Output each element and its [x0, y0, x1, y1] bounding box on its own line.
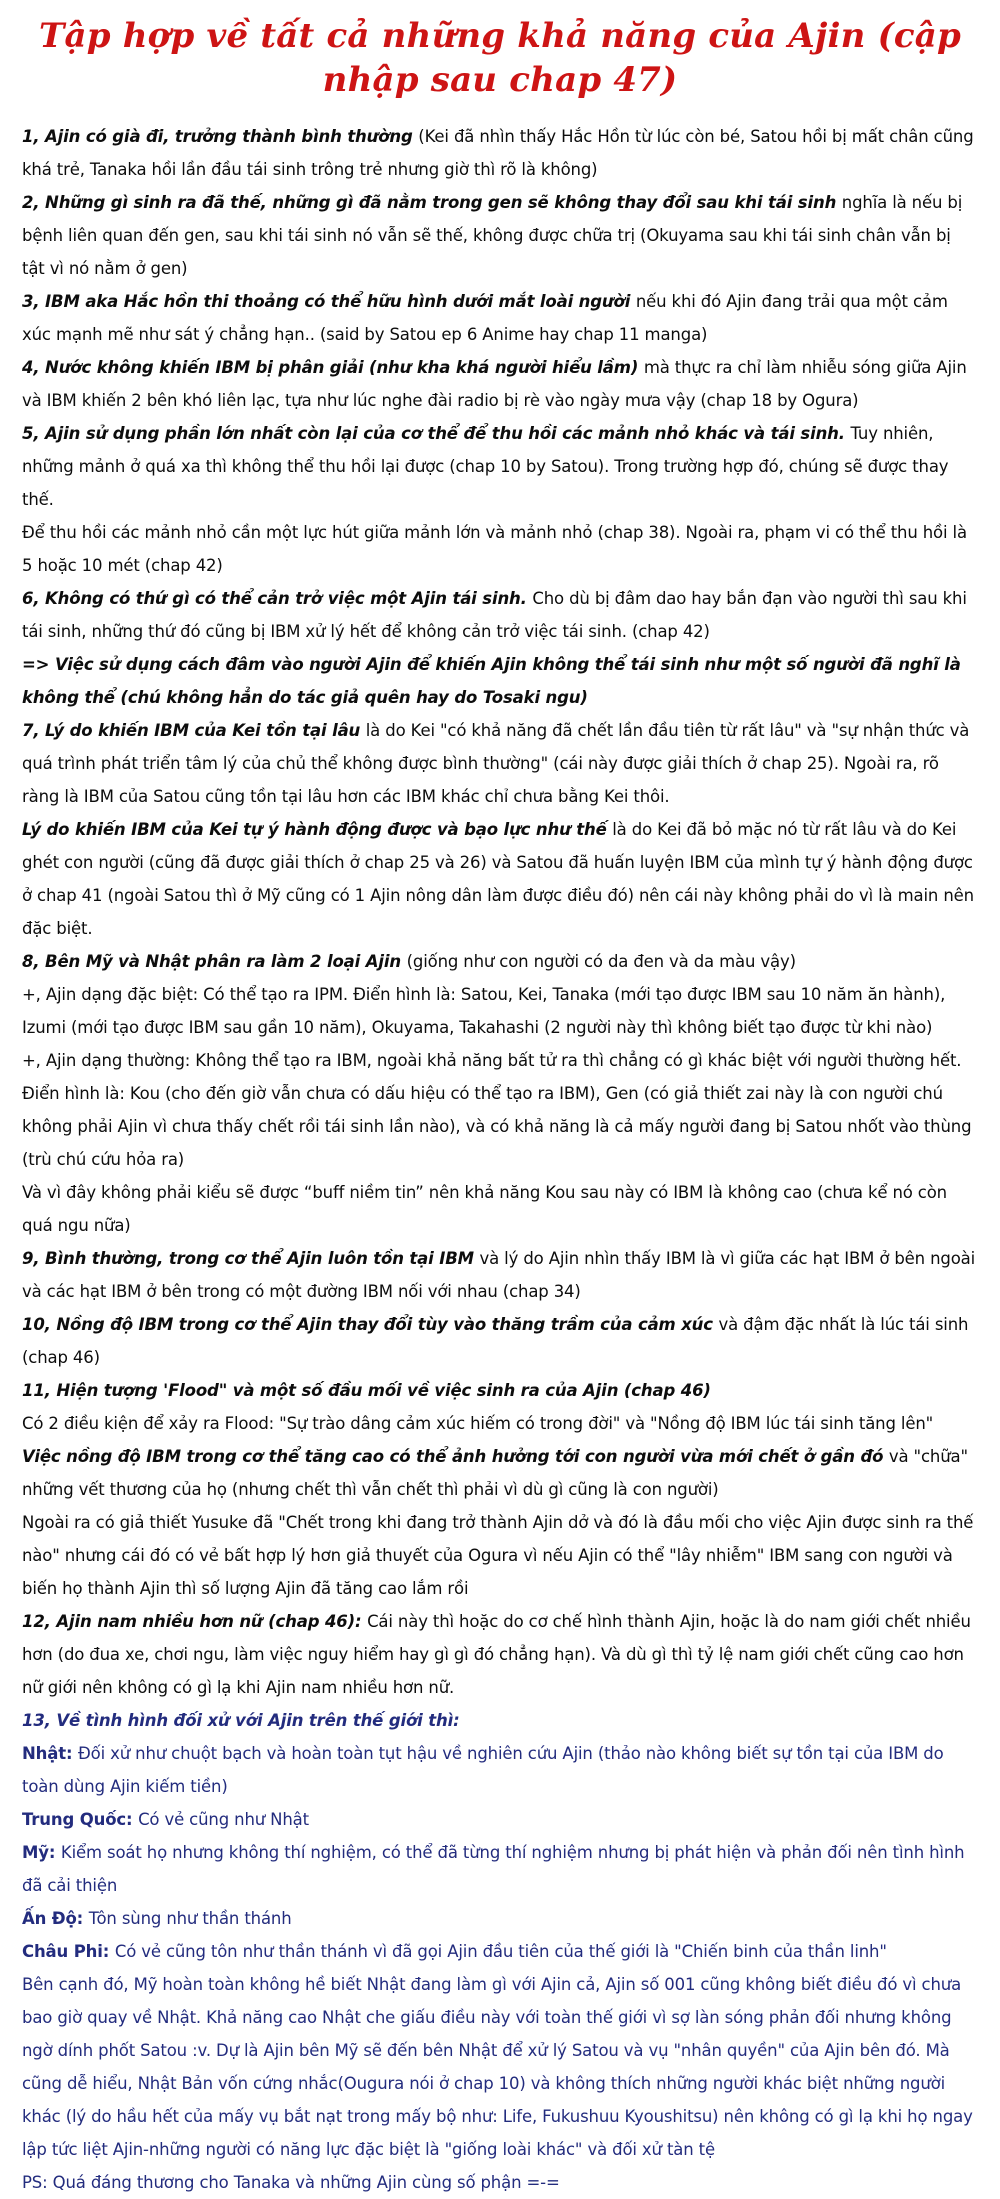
paragraph [22, 1440, 978, 1506]
paragraph-list [22, 120, 978, 2199]
paragraph [22, 1704, 978, 1737]
paragraph [22, 417, 978, 516]
paragraph-text: và đậm đặc nhất là lúc tái sinh (chap 46) [22, 1315, 969, 1367]
paragraph [22, 714, 978, 813]
paragraph [22, 2166, 978, 2199]
paragraph-lead: Mỹ: [22, 1843, 61, 1862]
paragraph [22, 1407, 978, 1440]
paragraph-text: PS: Quá đáng thương cho Tanaka và những Ajin cùng số phận =-= [22, 2173, 560, 2192]
paragraph [22, 1176, 978, 1242]
paragraph-lead: 6, Không có thứ gì có thể cản trở việc một Ajin tái sinh. [22, 589, 533, 608]
paragraph-text: Bên cạnh đó, Mỹ hoàn toàn không hề biết Nhật đang làm gì với Ajin cả, Ajin số 001 cũng không biết điều đó vì chưa bao giờ quay về Nhật. Khả năng cao Nhật che giấu điều này với toàn thế giới vì sợ làn sóng phản đối nhưng không ngờ dính phốt Satou :v. Dự là Ajin bên Mỹ sẽ đến bên Nhật để xử lý Satou và vụ "nhân quyền" của Ajin bên đó. Mà cũng dễ hiểu, Nhật Bản vốn cứng nhắc(Ougura nói ở chap 10) và không thích những người khác biệt những người khác (lý do hầu hết của mấy vụ bắt nạt trong mấy bộ như: Life, Fukushuu Kyoushitsu) nên không có gì lạ khi họ ngay lập tức liệt Ajin-những người có năng lực đặc biệt là "giống loài khác" và đối xử tàn tệ [22, 1975, 973, 2159]
paragraph-lead: 13, Về tình hình đối xử với Ajin trên thế giới thì: [22, 1711, 460, 1730]
paragraph-text: Ngoài ra có giả thiết Yusuke đã "Chết trong khi đang trở thành Ajin dở và đó là đầu mối cho việc Ajin được sinh ra thế nào" nhưng cái đó có vẻ bất hợp lý hơn giả thuyết của Ogura vì nếu Ajin có thể "lây nhiễm" IBM sang con người và biến họ thành Ajin thì số lượng Ajin đã tăng cao lắm rồi [22, 1513, 974, 1598]
paragraph [22, 1242, 978, 1308]
paragraph-text: mà thực ra chỉ làm nhiễu sóng giữa Ajin và IBM khiến 2 bên khó liên lạc, tựa như lúc nghe đài radio bị rè vào ngày mưa vậy (chap 18 by Ogura) [22, 358, 967, 410]
paragraph [22, 582, 978, 648]
paragraph-lead: 10, Nồng độ IBM trong cơ thể Ajin thay đổi tùy vào thăng trầm của cảm xúc [22, 1315, 719, 1334]
paragraph-text: Có vẻ cũng tôn như thần thánh vì đã gọi Ajin đầu tiên của thế giới là "Chiến binh của thần linh" [114, 1942, 887, 1961]
paragraph-text: và "chữa" những vết thương của họ (nhưng chết thì vẫn chết thì phải vì dù gì cũng là con người) [22, 1447, 968, 1499]
paragraph-text: Cho dù bị đâm dao hay bắn đạn vào người thì sau khi tái sinh, những thứ đó cũng bị IBM xử lý hết để không cản trở việc tái sinh. (chap 42) [22, 589, 967, 641]
paragraph [22, 1044, 978, 1176]
paragraph [22, 186, 978, 285]
paragraph [22, 1605, 978, 1704]
paragraph-text: nếu khi đó Ajin đang trải qua một cảm xúc mạnh mẽ như sát ý chẳng hạn.. (said by Satou ep 6 Anime hay chap 11 manga) [22, 292, 948, 344]
paragraph-lead: 4, Nước không khiến IBM bị phân giải (như kha khá người hiểu lầm) [22, 358, 644, 377]
paragraph [22, 1308, 978, 1374]
page-title: Tập hợp về tất cả những khả năng của Ajin (cập nhập sau chap 47) [39, 16, 961, 100]
paragraph [22, 1374, 978, 1407]
paragraph [22, 285, 978, 351]
paragraph-text: (giống như con người có da đen và da màu vậy) [406, 952, 796, 971]
paragraph-lead: 5, Ajin sử dụng phần lớn nhất còn lại của cơ thể để thu hồi các mảnh nhỏ khác và tái sinh. [22, 424, 851, 443]
paragraph [22, 1968, 978, 2166]
paragraph-text: Có vẻ cũng như Nhật [138, 1810, 309, 1829]
paragraph-lead: 8, Bên Mỹ và Nhật phân ra làm 2 loại Ajin [22, 952, 407, 971]
paragraph [22, 945, 978, 978]
paragraph [22, 351, 978, 417]
paragraph-text: Để thu hồi các mảnh nhỏ cần một lực hút giữa mảnh lớn và mảnh nhỏ (chap 38). Ngoài ra, phạm vi có thể thu hồi là 5 hoặc 10 mét (chap 42) [22, 523, 967, 575]
paragraph-text: +, Ajin dạng đặc biệt: Có thể tạo ra IPM. Điển hình là: Satou, Kei, Tanaka (mới tạo được IBM sau 10 năm ăn hành), Izumi (mới tạo được IBM sau gần 10 năm), Okuyama, Takahashi (2 người này thì không biết tạo được từ khi nào) [22, 985, 946, 1037]
paragraph-lead: Việc nồng độ IBM trong cơ thể tăng cao có thể ảnh hưởng tới con người vừa mới chết ở gần đó [22, 1447, 889, 1466]
paragraph-lead: 1, Ajin có già đi, trưởng thành bình thường [22, 127, 419, 146]
paragraph-text: là do Kei "có khả năng đã chết lần đầu tiên từ rất lâu" và "sự nhận thức và quá trình phát triển tâm lý của chủ thể không được bình thường" (cái này được giải thích ở chap 25). Ngoài ra, rõ ràng là IBM của Satou cũng tồn tại lâu hơn các IBM khác chỉ chưa bằng Kei thôi. [22, 721, 970, 806]
paragraph-lead: 12, Ajin nam nhiều hơn nữ (chap 46): [22, 1612, 368, 1631]
paragraph-text: Tuy nhiên, những mảnh ở quá xa thì không thể thu hồi lại được (chap 10 by Satou). Trong trường hợp đó, chúng sẽ được thay thế. [22, 424, 949, 509]
paragraph-lead: => Việc sử dụng cách đâm vào người Ajin để khiến Ajin không thể tái sinh như một số người đã nghĩ là không thể (chú không hẳn do tác giả quên hay do Tosaki ngu) [22, 655, 961, 707]
paragraph [22, 1836, 978, 1902]
paragraph [22, 1506, 978, 1605]
paragraph [22, 978, 978, 1044]
paragraph [22, 1902, 978, 1935]
paragraph [22, 1803, 978, 1836]
paragraph-text: Kiểm soát họ nhưng không thí nghiệm, có thể đã từng thí nghiệm nhưng bị phát hiện và phản đối nên tình hình đã cải thiện [22, 1843, 965, 1895]
paragraph-lead: 3, IBM aka Hắc hồn thi thoảng có thể hữu hình dưới mắt loài người [22, 292, 636, 311]
paragraph-lead: 11, Hiện tượng 'Flood" và một số đầu mối về việc sinh ra của Ajin (chap 46) [22, 1381, 711, 1400]
paragraph [22, 120, 978, 186]
paragraph-lead: Lý do khiến IBM của Kei tự ý hành động được và bạo lực như thế [22, 820, 613, 839]
paragraph-text: +, Ajin dạng thường: Không thể tạo ra IBM, ngoài khả năng bất tử ra thì chẳng có gì khác biệt với người thường hết. Điển hình là: Kou (cho đến giờ vẫn chưa có dấu hiệu có thể tạo ra IBM), Gen (có giả thiết zai này là con người chú không phải Ajin vì chưa thấy chết rồi tái sinh lần nào), và có khả năng là cả mấy người đang bị Satou nhốt vào thùng (trù chú cứu hỏa ra) [22, 1051, 972, 1169]
paragraph [22, 516, 978, 582]
paragraph-lead: 2, Những gì sinh ra đã thế, những gì đã nằm trong gen sẽ không thay đổi sau khi tái sinh [22, 193, 842, 212]
paragraph [22, 1935, 978, 1968]
paragraph-lead: Nhật: [22, 1744, 79, 1763]
paragraph-text: và lý do Ajin nhìn thấy IBM là vì giữa các hạt IBM ở bên ngoài và các hạt IBM ở bên trong có một đường IBM nối với nhau (chap 34) [22, 1249, 976, 1301]
paragraph-lead: 9, Bình thường, trong cơ thể Ajin luôn tồn tại IBM [22, 1249, 480, 1268]
paragraph-text: Tôn sùng như thần thánh [88, 1909, 292, 1928]
paragraph-lead: 7, Lý do khiến IBM của Kei tồn tại lâu [22, 721, 366, 740]
paragraph-lead: Châu Phi: [22, 1942, 115, 1961]
paragraph-text: Đối xử như chuột bạch và hoàn toàn tụt hậu về nghiên cứu Ajin (thảo nào không biết sự tồn tại của IBM do toàn dùng Ajin kiếm tiền) [22, 1744, 944, 1796]
paragraph [22, 1737, 978, 1803]
paragraph [22, 648, 978, 714]
paragraph-text: Và vì đây không phải kiểu sẽ được “buff niềm tin” nên khả năng Kou sau này có IBM là không cao (chưa kể nó còn quá ngu nữa) [22, 1183, 947, 1235]
paragraph-text: là do Kei đã bỏ mặc nó từ rất lâu và do Kei ghét con người (cũng đã được giải thích ở chap 25 và 26) và Satou đã huấn luyện IBM của mình tự ý hành động được ở chap 41 (ngoài Satou thì ở Mỹ cũng có 1 Ajin nông dân làm được điều đó) nên cái này không phải do vì là main nên đặc biệt. [22, 820, 974, 938]
paragraph [22, 813, 978, 945]
paragraph-text: Có 2 điều kiện để xảy ra Flood: "Sự trào dâng cảm xúc hiếm có trong đời" và "Nồng độ IBM lúc tái sinh tăng lên" [22, 1414, 934, 1433]
paragraph-lead: Trung Quốc: [22, 1810, 139, 1829]
paragraph-text: (Kei đã nhìn thấy Hắc Hồn từ lúc còn bé, Satou hồi bị mất chân cũng khá trẻ, Tanaka hồi lần đầu tái sinh trông trẻ nhưng giờ thì rõ là không) [22, 127, 974, 179]
paragraph-text: nghĩa là nếu bị bệnh liên quan đến gen, sau khi tái sinh nó vẫn sẽ thế, không được chữa trị (Okuyama sau khi tái sinh chân vẫn bị tật vì nó nằm ở gen) [22, 193, 963, 278]
paragraph-text: Cái này thì hoặc do cơ chế hình thành Ajin, hoặc là do nam giới chết nhiều hơn (do đua xe, chơi ngu, làm việc nguy hiểm hay gì gì đó chẳng hạn). Và dù gì thì tỷ lệ nam giới chết cũng cao hơn nữ giới nên không có gì lạ khi Ajin nam nhiều hơn nữ. [22, 1612, 971, 1697]
paragraph-lead: Ấn Độ: [22, 1909, 89, 1928]
